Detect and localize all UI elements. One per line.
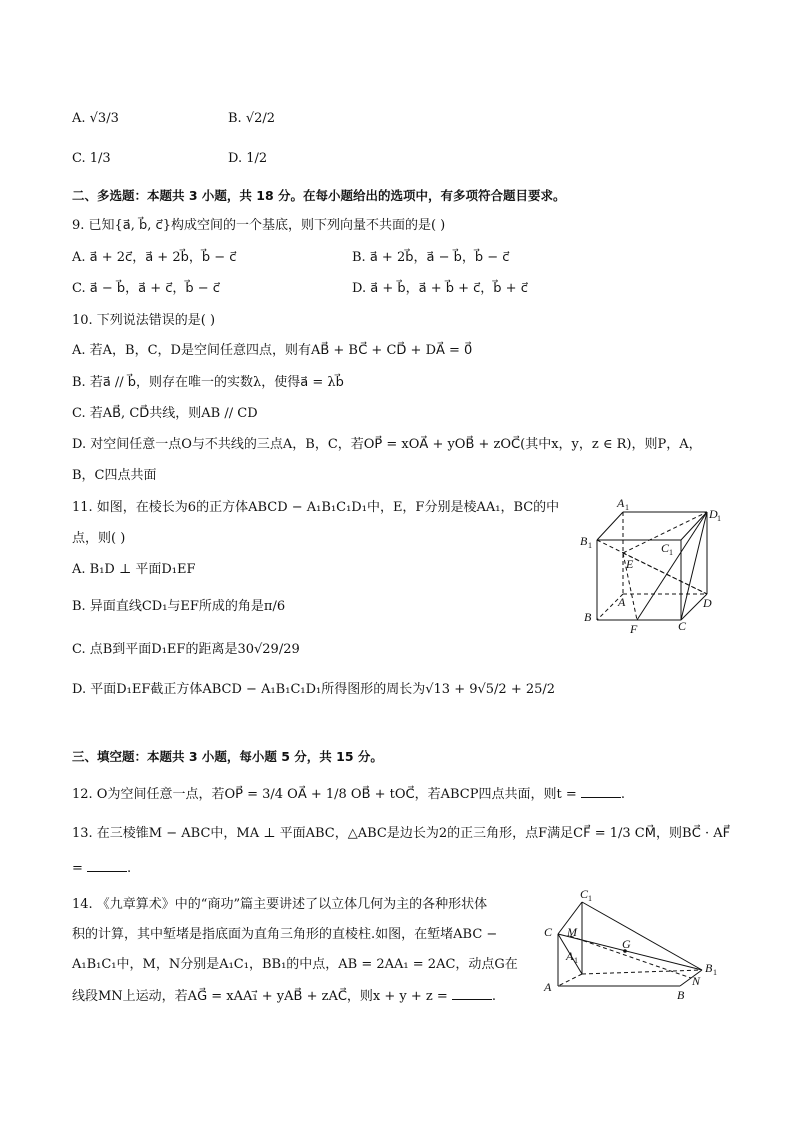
label-b: B bbox=[677, 988, 685, 1002]
question-14-end: . bbox=[491, 989, 497, 1004]
question-11-option-a: A. B₁D ⊥ 平面D₁EF bbox=[72, 562, 196, 577]
answer-blank[interactable] bbox=[452, 987, 492, 1000]
question-9-option-b: B. a⃗ + 2b⃗，a⃗ − b⃗，b⃗ − c⃗ bbox=[352, 250, 510, 265]
label-d1: D bbox=[709, 507, 718, 521]
answer-blank[interactable] bbox=[581, 785, 621, 798]
label-b1: B bbox=[705, 961, 713, 975]
label-b1-sub: 1 bbox=[588, 541, 592, 550]
label-a1-sub: 1 bbox=[625, 503, 629, 512]
label-a: A bbox=[618, 595, 626, 609]
question-12-text: 12. O为空间任意一点，若OP⃗ = 3/4 OA⃗ + 1/8 OB⃗ + tOC⃗，若ABCP四点共面，则t = bbox=[72, 787, 581, 802]
question-14-line2: 积的计算，其中堑堵是指底面为直角三角形的直棱柱.如图，在堑堵ABC − bbox=[72, 927, 498, 942]
label-d1-sub: 1 bbox=[717, 514, 721, 523]
label-e: E bbox=[626, 557, 634, 571]
cube-figure bbox=[575, 490, 735, 640]
label-m: M bbox=[567, 925, 577, 939]
question-14-text4: 线段MN上运动，若AG⃗ = xAA₁⃗ + yAB⃗ + zAC⃗，则x + y + z = bbox=[72, 989, 452, 1004]
label-b1-sub: 1 bbox=[713, 968, 717, 977]
label-n: N bbox=[692, 974, 701, 988]
question-10-option-b: B. 若a⃗ // b⃗，则存在唯一的实数λ，使得a⃗ = λb⃗ bbox=[72, 375, 344, 390]
label-c1: C bbox=[661, 541, 670, 555]
label-a1: A bbox=[617, 496, 625, 510]
question-10-option-a: A. 若A，B，C，D是空间任意四点，则有AB⃗ + BC⃗ + CD⃗ + DA⃗ = 0⃗ bbox=[72, 343, 473, 358]
label-c1: C bbox=[580, 888, 589, 901]
label-g: G bbox=[622, 937, 631, 951]
label-a1: A bbox=[566, 949, 574, 963]
question-10-option-d-line2: B，C四点共面 bbox=[72, 468, 157, 483]
question-11-option-b: B. 异面直线CD₁与EF所成的角是π/6 bbox=[72, 599, 286, 614]
question-13-line1: 13. 在三棱锥M − ABC中，MA ⊥ 平面ABC，△ABC是边长为2的正三角形，点F满足CF⃗ = 1/3 CM⃗，则BC⃗ · AF⃗ bbox=[72, 826, 731, 841]
question-11-option-d: D. 平面D₁EF截正方体ABCD − A₁B₁C₁D₁所得图形的周长为√13 + 9√5/2 + 25/2 bbox=[72, 682, 556, 697]
question-11-option-c: C. 点B到平面D₁EF的距离是30√29/29 bbox=[72, 642, 300, 657]
label-c1-sub: 1 bbox=[669, 548, 673, 557]
question-12 bbox=[72, 785, 625, 804]
label-c1-sub: 1 bbox=[588, 894, 592, 903]
question-11-stem-line1: 11. 如图，在棱长为6的正方体ABCD − A₁B₁C₁D₁中，E，F分别是棱AA₁，BC的中 bbox=[72, 500, 560, 515]
question-14-line3: A₁B₁C₁中，M，N分别是A₁C₁，BB₁的中点，AB = 2AA₁ = 2AC，动点G在 bbox=[72, 957, 518, 972]
question-11-stem-line2: 点，则( ) bbox=[72, 531, 126, 546]
question-9-stem: 9. 已知{a⃗, b⃗, c⃗}构成空间的一个基底，则下列向量不共面的是( ) bbox=[72, 218, 446, 233]
question-14-line1: 14. 《九章算术》中的“商功”篇主要讲述了以立体几何为主的各种形状体 bbox=[72, 897, 488, 912]
label-c: C bbox=[544, 925, 553, 939]
option-b: B. √2/2 bbox=[228, 111, 276, 126]
option-c: C. 1/3 bbox=[72, 151, 111, 166]
question-14-line4 bbox=[72, 987, 496, 1006]
option-d: D. 1/2 bbox=[228, 151, 268, 166]
label-a: A bbox=[544, 980, 552, 994]
question-9-option-a: A. a⃗ + 2c⃗，a⃗ + 2b⃗，b⃗ − c⃗ bbox=[72, 250, 237, 265]
prism-figure bbox=[540, 888, 730, 1003]
label-a1-sub: 1 bbox=[574, 956, 578, 965]
question-13-line2 bbox=[72, 859, 131, 878]
option-a: A. √3/3 bbox=[72, 111, 119, 126]
question-10-option-c: C. 若AB⃗, CD⃗共线，则AB // CD bbox=[72, 406, 258, 421]
question-9-option-d: D. a⃗ + b⃗，a⃗ + b⃗ + c⃗，b⃗ + c⃗ bbox=[352, 281, 528, 296]
question-12-end: . bbox=[620, 787, 626, 802]
section-header-fill-in: 三、填空题：本题共 3 小题，每小题 5 分，共 15 分。 bbox=[72, 749, 383, 764]
label-d: D bbox=[703, 596, 712, 610]
label-f: F bbox=[630, 622, 638, 636]
section-header-multi-choice: 二、多选题：本题共 3 小题，共 18 分。在每小题给出的选项中，有多项符合题目要求。 bbox=[72, 188, 566, 203]
question-13-text2: = bbox=[72, 861, 88, 876]
question-9-option-c: C. a⃗ − b⃗，a⃗ + c⃗，b⃗ − c⃗ bbox=[72, 281, 220, 296]
question-10-stem: 10. 下列说法错误的是( ) bbox=[72, 313, 216, 328]
question-13-end: . bbox=[127, 861, 132, 876]
label-b: B bbox=[584, 610, 592, 624]
question-10-option-d-line1: D. 对空间任意一点O与不共线的三点A，B，C，若OP⃗ = xOA⃗ + yOB⃗ + zOC⃗(其中x，y，z ∈ R)，则P，A， bbox=[72, 437, 702, 452]
label-b1: B bbox=[580, 534, 588, 548]
answer-blank[interactable] bbox=[87, 859, 127, 872]
label-c: C bbox=[678, 619, 687, 633]
